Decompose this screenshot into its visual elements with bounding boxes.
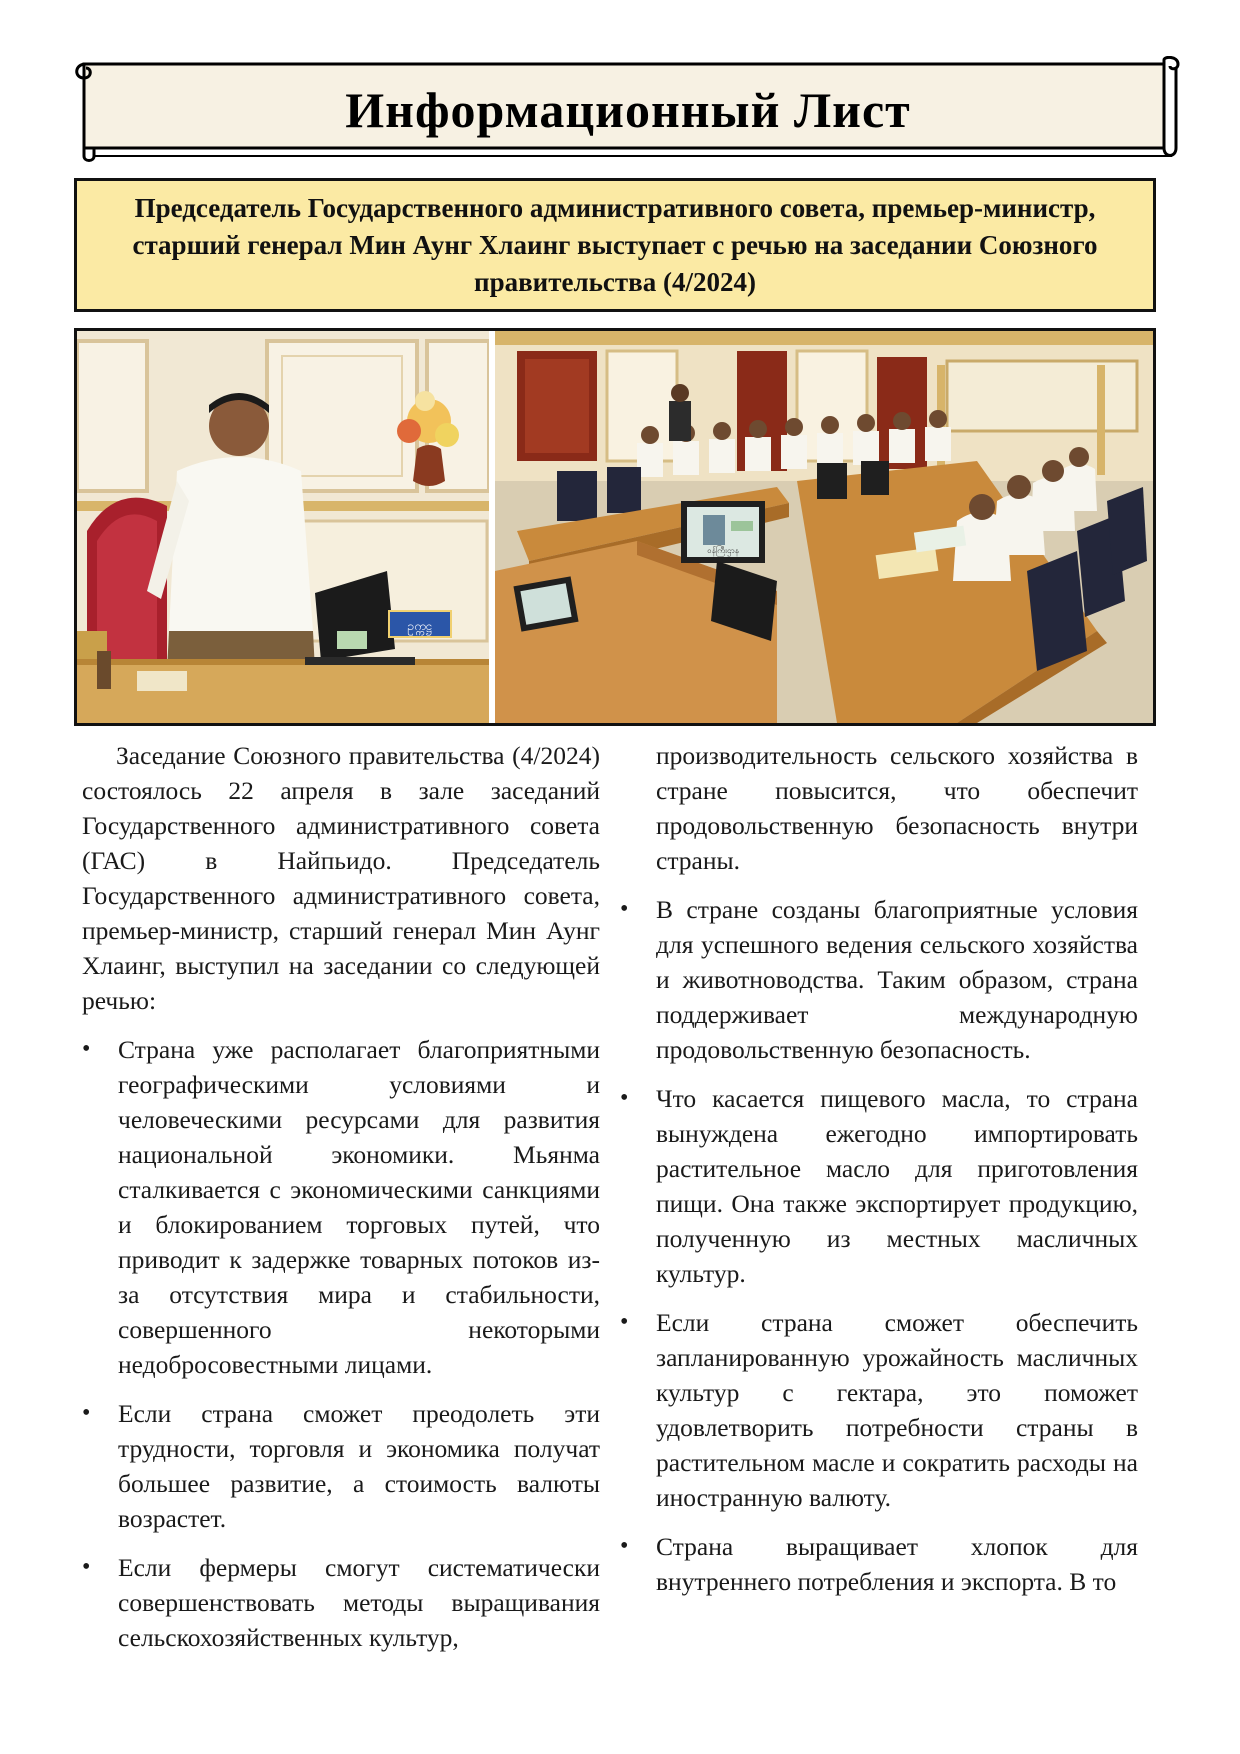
photo-meeting-hall <box>495 331 1153 723</box>
photo-frame <box>74 328 1156 726</box>
headline-box <box>74 178 1156 312</box>
photo-speaker <box>77 331 489 723</box>
nameplate-text: ဥက္ကဋ္ဌ <box>407 619 433 633</box>
bullet-item: • В стране созданы благоприятные условия для успешного ведения сельского хозяйства и животноводства. Таким образом, страна поддерживает международную продовольственную безопасность. <box>620 892 1138 1067</box>
bullet-item: • Если страна сможет преодолеть эти трудности, торговля и экономика получат большее развитие, а стоимость валюты возрастет. <box>82 1396 600 1536</box>
title-banner <box>72 56 1184 164</box>
bullet-item: • Страна уже располагает благоприятными географическими условиями и человеческими ресурсами для развития национальной экономики. Мьянма сталкивается с экономическими санкциями и блокированием торговых путей, что приводит к задержке товарных потоков из-за отсутствия мира и стабильности, совершенного некоторыми недобросовестными лицами. <box>82 1032 600 1382</box>
screen-caption: ဝန်ကြီးဌာန <box>707 546 739 555</box>
bullet-item: • Если страна сможет обеспечить запланированную урожайность масличных культур с гектара, это поможет удовлетворить потребности страны в растительном масле и сократить расходы на иностранную валюту. <box>620 1305 1138 1515</box>
headline-text: Председатель Государственного административного совета, премьер-министр, старший генерал Мин Аунг Хлаинг выступает с речью на заседании Союзного правительства (4/2024) <box>132 192 1098 297</box>
article-intro: Заседание Союзного правительства (4/2024) состоялось 22 апреля в зале заседаний Государственного административного совета (ГАС) в Найпьидо. Председатель Государственного административного совета, премьер-министр, старший генерал Мин Аунг Хлаинг, выступил на заседании со следующей речью: <box>82 741 600 1015</box>
bullet-item: • Что касается пищевого масла, то страна вынуждена ежегодно импортировать растительное масло для приготовления пищи. Она также экспортирует продукцию, полученную из местных масличных культур. <box>620 1081 1138 1291</box>
bullet-item: • Если фермеры смогут систематически совершенствовать методы выращивания сельскохозяйственных культур, <box>82 1550 600 1655</box>
page-title: Информационный Лист <box>345 82 911 138</box>
bullet-item: • Страна выращивает хлопок для внутреннего потребления и экспорта. В то <box>620 1529 1138 1599</box>
article-column-left <box>82 738 600 1655</box>
continued-paragraph: производительность сельского хозяйства в стране повысится, что обеспечит продовольственную безопасность внутри страны. <box>656 741 1138 875</box>
article-column-right <box>620 738 1138 1599</box>
